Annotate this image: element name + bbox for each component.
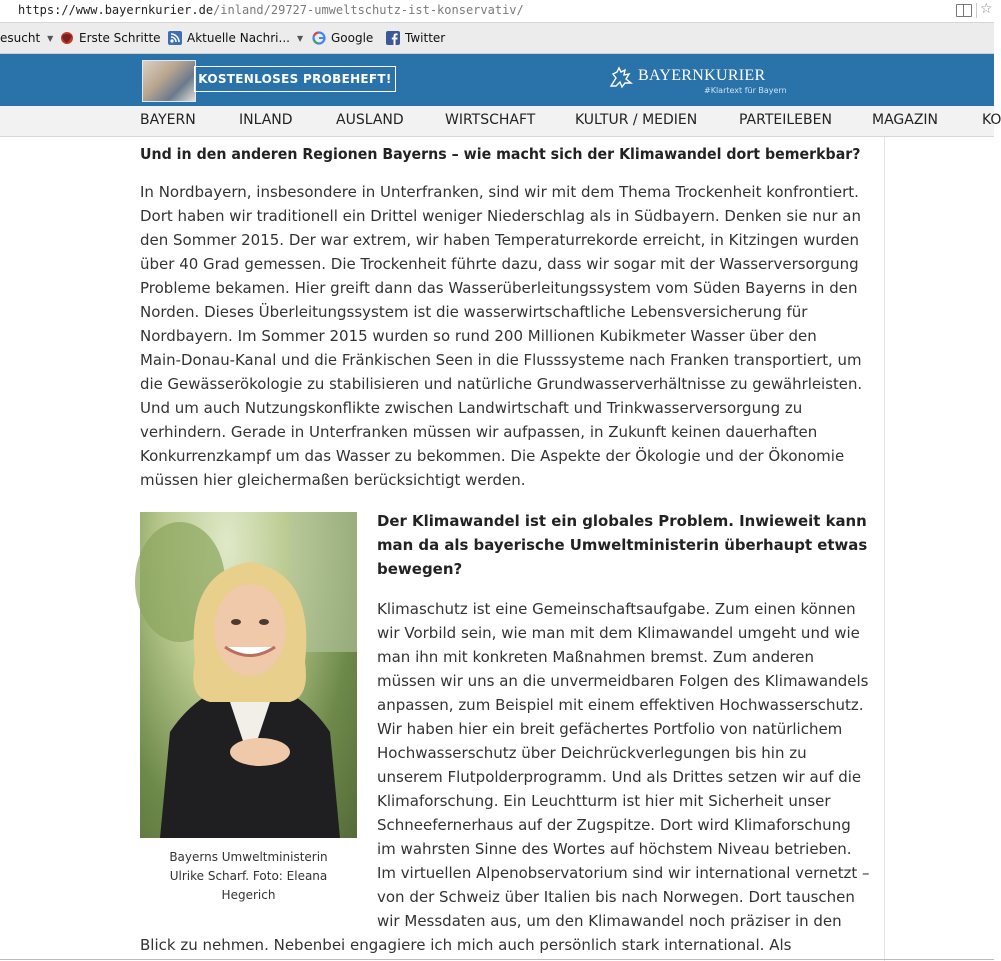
facebook-icon [386,31,400,45]
answer-line: Norden. Dieses Überleitungssystem ist die wasserwirtschaftliche Lebensversicherung für [140,303,808,321]
logo-tagline: #Klartext für Bayern [704,86,787,95]
interview-answer-2-continued [140,933,791,957]
url-text[interactable] [18,3,524,17]
answer-line: Konkurrenzkampf um das Wasser zu bekommen. Die Aspekte der Ökologie und der Ökonomie [140,447,845,465]
answer-line: Klimaforschung. Ein Leuchtturm ist hier mit Sicherheit unser [377,792,831,810]
url-domain: https://www.bayernkurier.de [18,3,214,17]
nav-item-kultur-medien[interactable]: KULTUR / MEDIEN [575,112,698,128]
nav-item-wirtschaft[interactable]: WIRTSCHAFT [445,112,536,128]
bookmark-label: Erste Schritte [79,31,161,45]
caption-line: Ulrike Scharf. Foto: Eleana [169,869,328,883]
answer-line: Schneefernerhaus auf der Zugspitze. Dort wird Klimaforschung [377,816,851,834]
google-icon [312,31,326,45]
answer-line: von der Schweiz über Italien bis nach Norwegen. Dort tauschen [377,888,855,906]
bookmark-label: esucht [0,31,41,45]
answer-line: Klimaschutz ist eine Gemeinschaftsaufgabe. Zum einen können [377,600,856,618]
bookmark-aktuelle-nachrichten[interactable] [168,31,303,45]
interview-question-2 [377,509,870,581]
answer-line: den Sommer 2015. Der war extrem, wir haben Temperaturrekorde erreicht, in Kitzingen wurden [140,231,860,249]
question-line: bewegen? [377,560,463,578]
answer-line: Hochwasserschutz über Deichrückverlegungen bis hin zu [377,744,807,762]
answer-line: man ihn mit konkreten Maßnahmen bremst. Zum anderen [377,648,814,666]
url-path: /inland/29727-umweltschutz-ist-konservativ/ [213,3,524,17]
answer-line: Dort haben wir traditionell ein Drittel weniger Niederschlag als in Südbayern. Denken sie nur an [140,207,861,225]
interview-question-1 [140,142,902,166]
interview-answer-2 [377,597,871,933]
chevron-down-icon: ▼ [47,33,54,43]
answer-line: unserem Flutpolderprogramm. Und als Drittes setzen wir auf die [377,768,862,786]
nav-item-bayern[interactable]: BAYERN [140,112,196,128]
site-header [0,54,994,106]
firefox-icon [60,31,74,45]
answer-line: Nordbayern. Im Sommer 2015 wurden so rund 200 Millionen Kubikmeter Wasser über den [140,327,817,345]
photo-caption [140,848,357,905]
main-navigation [0,106,1001,137]
magazine-cover-thumbnail[interactable] [142,60,196,102]
answer-line: Im virtuellen Alpenobservatorium sind wir international vernetzt – [377,864,870,882]
bookmark-google[interactable] [312,31,373,45]
nav-item-magazin[interactable]: MAGAZIN [872,112,939,128]
bookmark-twitter[interactable] [386,31,445,45]
answer-line: Wir haben hier ein breit gefächertes Portfolio von natürlichem [377,720,843,738]
lion-logo-icon [608,66,634,88]
sidebar-divider [884,137,885,961]
interview-answer-1 [140,180,867,492]
chevron-down-icon: ▼ [296,33,304,43]
answer-line: müssen hier gleichermaßen berücksichtigt werden. [140,471,526,489]
nav-item-ausland[interactable]: AUSLAND [336,112,404,128]
reader-view-icon[interactable] [956,4,972,17]
question-line: man da als bayerische Umweltministerin überhaupt etwas [377,536,868,554]
answer-line: anpassen, zum Beispiel mit einem effektiven Hochwasserschutz. [377,696,864,714]
answer-line: Blick zu nehmen. Nebenbei engagiere ich mich auch persönlich stark international. Als [140,936,792,954]
logo-wordmark: BAYERNKURIER [638,67,766,84]
bayernkurier-logo[interactable] [608,64,787,98]
bookmark-star-icon[interactable]: ☆ [980,1,993,17]
bookmark-erste-schritte[interactable] [60,31,161,45]
answer-line: In Nordbayern, insbesondere in Unterfranken, sind wir mit dem Thema Trockenheit konfrontiert. [140,183,859,201]
answer-line: verhindern. Gerade in Unterfranken müssen wir aufpassen, in Zukunft keinen dauerhaften [140,423,818,441]
answer-line: im wahrsten Sinne des Wortes auf höchstem Niveau betrieben. [377,840,852,858]
rss-icon [168,31,182,45]
nav-item-parteileben[interactable]: PARTEILEBEN [739,112,832,128]
answer-line: wir Vorbild sein, wie man mit dem Klimawandel umgeht und wie [377,624,860,642]
answer-line: Probleme bekamen. Hier greift dann das Wasserüberleitungssystem vom Süden Bayerns in den [140,279,858,297]
free-trial-button[interactable]: KOSTENLOSES PROBEHEFT! [194,66,396,92]
portrait-illustration [140,512,357,838]
nav-item-more[interactable]: KO [982,112,1001,128]
bookmark-label: Google [331,31,374,45]
answer-line: Und um auch Nutzungskonflikte zwischen Landwirtschaft und Trinkwasserversorgung zu [140,399,803,417]
nav-item-inland[interactable]: INLAND [239,112,293,128]
bookmark-label: Aktuelle Nachri... [187,31,290,45]
bookmark-meistbesucht[interactable] [0,31,53,45]
portrait-photo[interactable] [140,512,357,838]
question-line: Der Klimawandel ist ein globales Problem. Inwieweit kann [377,512,867,530]
answer-line: über 40 Grad gemessen. Die Trockenheit führte dazu, dass wir sogar mit der Wasserversorgung [140,255,859,273]
bookmark-label: Twitter [405,31,446,45]
divider [976,3,977,18]
answer-line: die Gewässerökologie zu stabilisieren und natürliche Grundwasserverhältnisse zu gewährleisten. [140,375,863,393]
caption-line: Bayerns Umweltministerin [169,850,328,864]
address-bar[interactable] [0,0,994,23]
answer-line: Main-Donau-Kanal und die Fränkischen Seen in die Flusssysteme nach Franken transportiert, um [140,351,862,369]
answer-line: müssen wir uns an die unvermeidbaren Folgen des Klimawandels [377,672,869,690]
caption-line: Hegerich [221,888,276,902]
bookmarks-toolbar [0,23,994,54]
answer-line: wir Messdaten aus, um den Klimawandel noch präziser in den [377,912,842,930]
question-text: Und in den anderen Regionen Bayerns – wie macht sich der Klimawandel dort bemerkbar? [140,145,861,163]
window-bottom-edge [0,959,994,960]
